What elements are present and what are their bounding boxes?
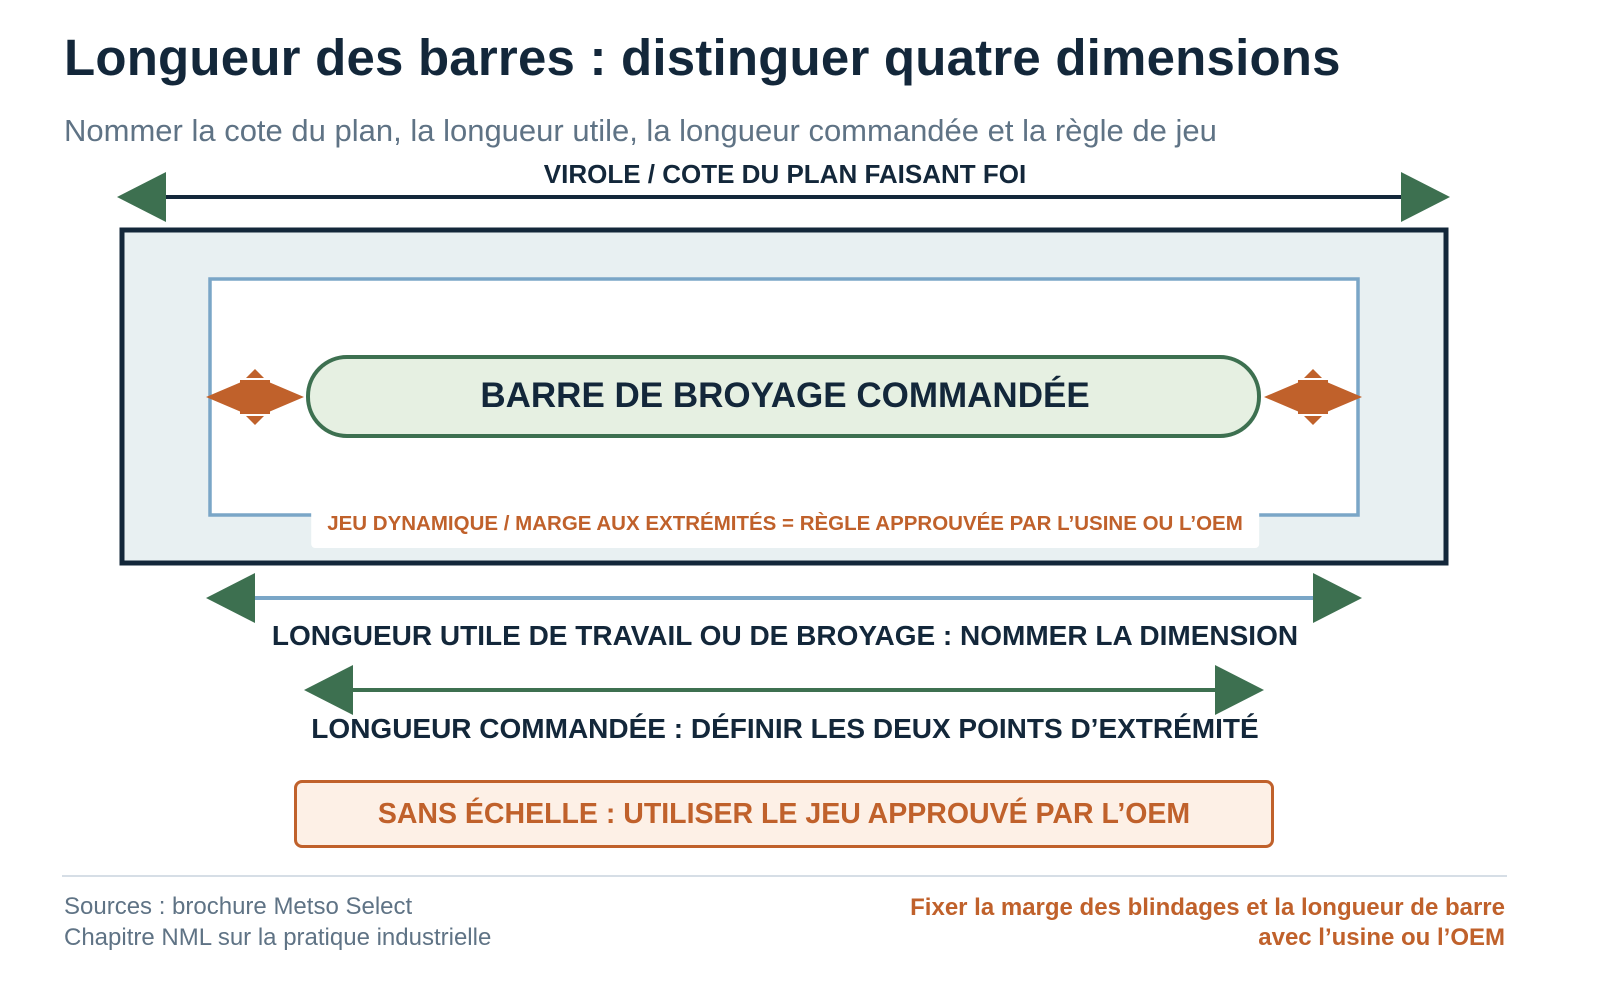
page-title: Longueur des barres : distinguer quatre dimensions bbox=[64, 29, 1341, 86]
working-length-arrow bbox=[206, 573, 1362, 623]
footer-divider bbox=[62, 875, 1507, 877]
sources-line-1: Sources : brochure Metso Select bbox=[64, 893, 413, 920]
virole-label: VIROLE / COTE DU PLAN FAISANT FOI bbox=[543, 159, 1027, 189]
clearance-rule-label: JEU DYNAMIQUE / MARGE AUX EXTRÉMITÉS = RÈGLE APPROUVÉE PAR L’USINE OU L’OEM bbox=[311, 504, 1259, 548]
working-length-label: LONGUEUR UTILE DE TRAVAIL OU DE BROYAGE : NOMMER LA DIMENSION bbox=[271, 620, 1299, 651]
sources-line-2: Chapitre NML sur la pratique industrielle bbox=[64, 924, 492, 951]
advice-line-2: avec l’usine ou l’OEM bbox=[1258, 924, 1505, 951]
ordered-length-label: LONGUEUR COMMANDÉE : DÉFINIR LES DEUX POINTS D’EXTRÉMITÉ bbox=[311, 713, 1259, 744]
ordered-length-arrow bbox=[304, 665, 1264, 715]
advice-line-1: Fixer la marge des blindages et la longueur de barre bbox=[910, 894, 1505, 921]
page-subtitle: Nommer la cote du plan, la longueur utile, la longueur commandée et la règle de jeu bbox=[64, 113, 1217, 148]
not-to-scale-note bbox=[294, 780, 1274, 848]
not-to-scale-text: SANS ÉCHELLE : UTILISER LE JEU APPROUVÉ PAR L’OEM bbox=[377, 797, 1191, 830]
grinding-bar-label: BARRE DE BROYAGE COMMANDÉE bbox=[480, 376, 1090, 415]
